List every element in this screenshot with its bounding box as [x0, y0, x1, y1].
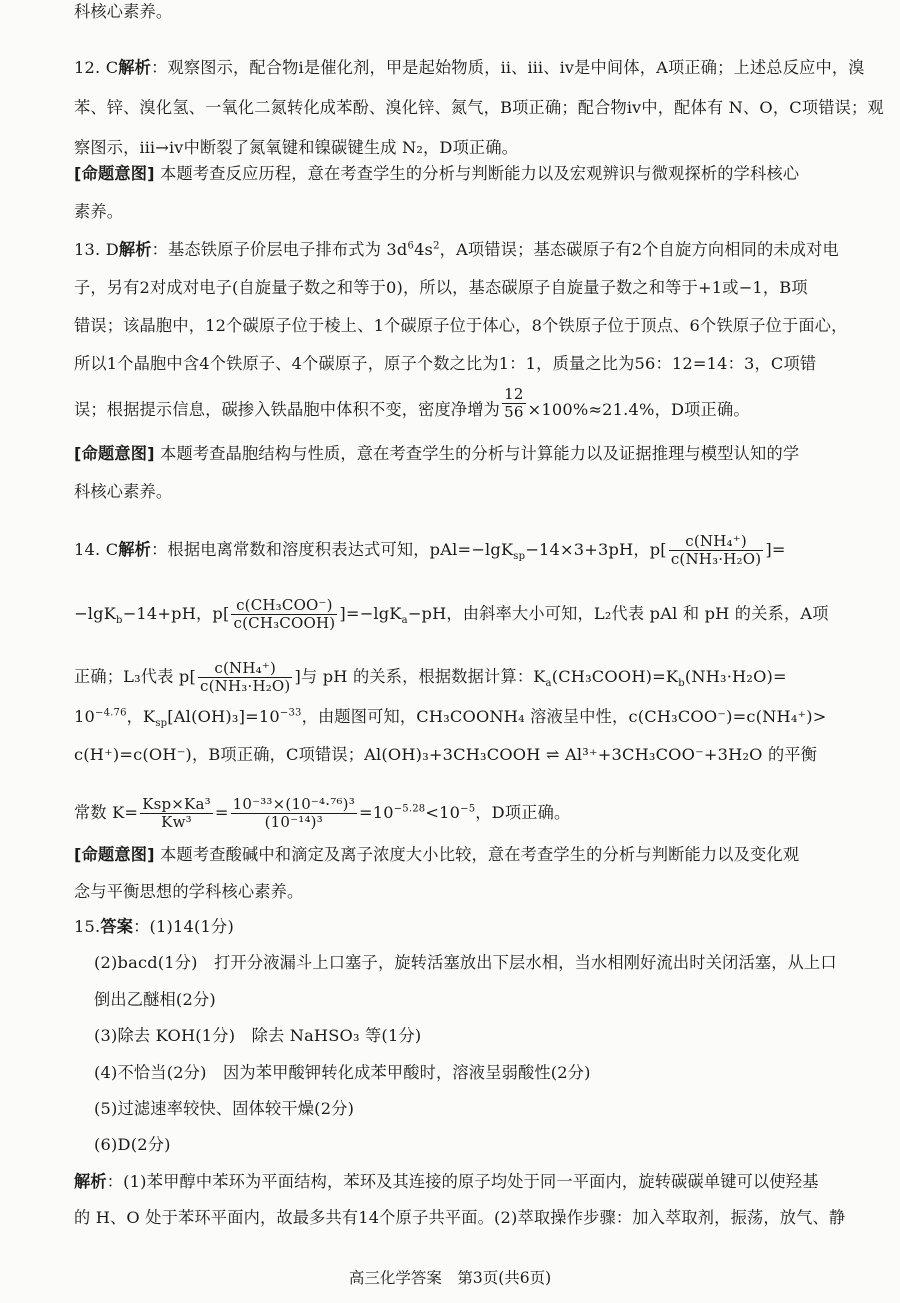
- fraction-numerator: c(NH₄⁺): [214, 659, 277, 677]
- fraction-numerator: 10⁻³³×(10⁻⁴·⁷⁶)³: [232, 795, 355, 813]
- q13-sup-2: 2: [433, 240, 440, 252]
- q14-number: 14. C: [74, 540, 119, 559]
- q14-intent-line-2: 念与平衡思想的学科核心素养。: [74, 882, 304, 901]
- page-footer: 高三化学答案 第3页(共6页): [348, 1269, 552, 1287]
- q12-label: 解析: [118, 58, 152, 77]
- q13-text-5b: ×100%≈21.4%，D项正确。: [527, 400, 750, 419]
- q15-line-1: [74, 917, 866, 937]
- q14-line-5: c(H⁺)=c(OH⁻)，B项正确，C项错误；Al(OH)₃+3CH₃COOH ⇌ Al³⁺+3CH₃COO⁻+3H₂O 的平衡: [74, 745, 818, 764]
- q14-text-1b: −14×3+3pH，p[: [525, 540, 667, 559]
- q15-explanation-line-2: 的 H、O 处于苯环平面内，故最多共有14个原子共平面。(2)萃取操作步骤：加入萃取剂，振荡，放气、静: [74, 1208, 846, 1227]
- q14-intent-text-1: 本题考查酸碱中和滴定及离子浓度大小比较，意在考查学生的分析与判断能力以及变化观: [160, 845, 800, 864]
- q14-sub-2a: b: [116, 615, 123, 627]
- q14-text-6d: <10: [425, 803, 461, 822]
- q14-text-1a: ：根据电离常数和溶度积表达式可知，pAl=−lgK: [151, 540, 514, 559]
- q14-sub-1: sp: [513, 551, 526, 563]
- q15-answer-4: (4)不恰当(2分) 因为苯甲酸钾转化成苯甲酸时，溶液呈弱酸性(2分): [94, 1063, 591, 1082]
- q13-intent-label: [命题意图]: [74, 444, 155, 463]
- q13-intent-text-1: 本题考查晶胞结构与性质，意在考查学生的分析与计算能力以及证据推理与模型认知的学: [160, 444, 800, 463]
- q13-text-1c: ，A项错误；基态碳原子有2个自旋方向相同的未成对电: [439, 240, 839, 259]
- q13-line-3: 错误；该晶胞中，12个碳原子位于棱上、1个碳原子位于体心，8个铁原子位于顶点、6个铁原子位于面心，: [74, 316, 848, 335]
- q14-text-2a: −lgK: [74, 604, 116, 623]
- q15-explanation-line-1: [74, 1172, 866, 1192]
- q14-sub-2b: a: [401, 615, 408, 627]
- fraction-denominator: 56: [504, 403, 524, 421]
- q14-text-3b: ]与 pH 的关系，根据数据计算：K: [294, 667, 546, 686]
- q12-intent-label: [命题意图]: [74, 164, 155, 183]
- density-fraction: [502, 386, 526, 421]
- q13-intent-line-1: [74, 444, 866, 464]
- fraction-denominator: (10⁻¹⁴)³: [231, 813, 357, 831]
- q12-line-1: [74, 58, 866, 78]
- q13-line-1: [74, 240, 866, 260]
- q13-line-5: [74, 385, 866, 421]
- fraction-numerator: 12: [504, 385, 524, 403]
- q14-sup-4b: −33: [279, 707, 302, 719]
- q14-text-4b: ，K: [126, 707, 156, 726]
- equilibrium-constant-fraction: [140, 796, 213, 831]
- q14-text-1c: ]=: [765, 540, 786, 559]
- q12-text-1: ：观察图示，配合物ⅰ是催化剂，甲是起始物质，ⅱ、ⅲ、ⅳ是中间体，A项正确；上述总反应中，溴: [151, 58, 865, 77]
- equilibrium-value-fraction: [231, 796, 357, 831]
- fraction-numerator: c(CH₃COO⁻): [236, 596, 333, 614]
- fraction-denominator: Kw³: [140, 813, 213, 831]
- q14-intent-line-1: [74, 845, 866, 865]
- q14-line-3: [74, 660, 866, 695]
- q15-explanation-label: 解析: [74, 1172, 107, 1191]
- q14-sup-6a: −5.28: [393, 803, 426, 815]
- q15-number: 15.: [74, 917, 101, 936]
- q14-sub-4: sp: [155, 718, 168, 730]
- q14-sup-6b: −5: [460, 803, 476, 815]
- q14-line-4: [74, 707, 866, 730]
- q13-line-2: 子，另有2对成对电子(自旋量子数之和等于0)，所以，基态碳原子自旋量子数之和等于+1或−1，B项: [74, 278, 808, 297]
- q12-intent-line-1: [74, 164, 866, 184]
- q14-text-6b: =: [214, 803, 229, 822]
- q12-line-2: 苯、锌、溴化氢、一氧化二氮转化成苯酚、溴化锌、氮气，B项正确；配合物ⅳ中，配体有 N、O，C项错误；观: [74, 98, 884, 117]
- top-line: 科核心素养。: [74, 2, 173, 21]
- q14-text-3a: 正确；L₃代表 p[: [74, 667, 196, 686]
- q12-intent-line-2: 素养。: [74, 202, 124, 221]
- q14-text-3c: (CH₃COOH)=K: [551, 667, 679, 686]
- q13-number: 13. D: [74, 240, 119, 259]
- q14-text-2b: −14+pH，p[: [122, 604, 230, 623]
- q14-line-2: [74, 597, 866, 632]
- fraction-numerator: Ksp×Ka³: [142, 795, 211, 813]
- fraction-denominator: c(NH₃·H₂O): [670, 550, 762, 568]
- q15-answer-6: (6)D(2分): [94, 1135, 171, 1154]
- q12-number: 12. C: [74, 58, 119, 77]
- q15-answer-5: (5)过滤速率较快、固体较干燥(2分): [94, 1099, 355, 1118]
- q13-intent-line-2: 科核心素养。: [74, 482, 173, 501]
- ammonium-ratio-fraction-2: [198, 660, 292, 695]
- q13-text-5a: 误；根据提示信息，碳掺入铁晶胞中体积不变，密度净增为: [74, 400, 501, 419]
- q14-text-2d: −pH，由斜率大小可知，L₂代表 pAl 和 pH 的关系，A项: [407, 604, 829, 623]
- q14-sup-4a: −4.76: [95, 707, 127, 719]
- q14-text-4c: [Al(OH)₃]=10: [167, 707, 280, 726]
- q14-text-4a: 10: [74, 707, 95, 726]
- q14-text-2c: ]=−lgK: [339, 604, 402, 623]
- q14-text-6a: 常数 K=: [74, 803, 139, 822]
- fraction-denominator: c(CH₃COOH): [233, 614, 336, 632]
- q14-text-6c: =10: [358, 803, 394, 822]
- q14-label: 解析: [118, 540, 152, 559]
- q14-intent-label: [命题意图]: [74, 845, 155, 864]
- q12-intent-text-1: 本题考查反应历程，意在考查学生的分析与判断能力以及宏观辨识与微观探析的学科核心: [160, 164, 800, 183]
- q14-line-1: [74, 533, 866, 568]
- q14-line-6: [74, 796, 866, 831]
- q14-text-3d: (NH₃·H₂O)=: [684, 667, 787, 686]
- q14-text-4d: ，由题图可知，CH₃COONH₄ 溶液呈中性，c(CH₃COO⁻)=c(NH₄⁺)>: [301, 707, 827, 726]
- q15-explanation-text-1: ：(1)苯甲醇中苯环为平面结构，苯环及其连接的原子均处于同一平面内，旋转碳碳单键可以使羟基: [106, 1172, 819, 1191]
- q13-line-4: 所以1个晶胞中含4个铁原子、4个碳原子，原子个数之比为1：1，质量之比为56：12=14：3，C项错: [74, 354, 817, 373]
- acetate-ratio-fraction: [231, 597, 337, 632]
- fraction-denominator: c(NH₃·H₂O): [200, 677, 291, 695]
- q15-answer-2b: 倒出乙醚相(2分): [94, 990, 216, 1009]
- q14-sub-3b: b: [678, 678, 685, 690]
- ammonium-ratio-fraction: [669, 533, 763, 568]
- q12-line-3: 察图示，ⅲ→ⅳ中断裂了氮氧键和镍碳键生成 N₂，D项正确。: [74, 138, 519, 157]
- q15-label: 答案: [100, 917, 134, 936]
- fraction-numerator: c(NH₄⁺): [685, 532, 747, 550]
- q13-sup-1: 6: [407, 240, 415, 252]
- q15-answer-2: (2)bacd(1分) 打开分液漏斗上口塞子，旋转活塞放出下层水相，当水相刚好流出时关闭活塞，从上口: [94, 953, 837, 972]
- q13-text-1b: 4s: [414, 240, 434, 259]
- q13-label: 解析: [118, 240, 152, 259]
- q14-sub-3a: a: [545, 678, 552, 690]
- q15-answer-1: ：(1)14(1分): [133, 917, 234, 936]
- q14-text-6e: ，D项正确。: [475, 803, 571, 822]
- q13-text-1a: ：基态铁原子价层电子排布式为 3d: [151, 240, 408, 259]
- q15-answer-3: (3)除去 KOH(1分) 除去 NaHSO₃ 等(1分): [94, 1026, 422, 1045]
